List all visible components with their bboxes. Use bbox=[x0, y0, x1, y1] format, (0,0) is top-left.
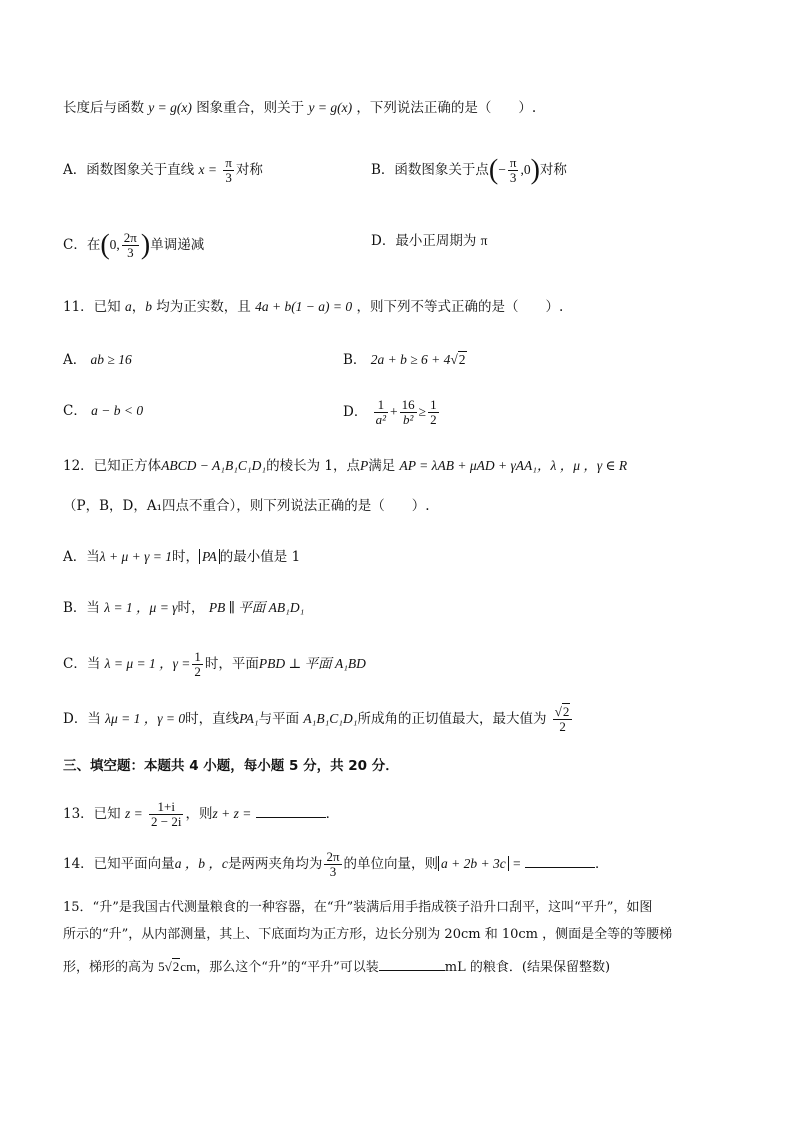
q11-option-b bbox=[343, 350, 467, 370]
q12-stem-line2 bbox=[63, 496, 430, 516]
fraction bbox=[192, 650, 203, 679]
answer-blank[interactable] bbox=[525, 853, 595, 868]
fraction bbox=[223, 156, 234, 185]
option-label: B． bbox=[371, 162, 395, 178]
question-end: mL 的粮食．(结果保留整数) bbox=[444, 960, 611, 975]
intro-text-3: ，下列说法正确的是（ ）. bbox=[356, 100, 537, 116]
option-label: D．当 bbox=[63, 711, 101, 727]
q13 bbox=[63, 800, 339, 829]
math-expr: 2a + b ≥ 6 + 4 bbox=[370, 352, 451, 367]
question-number: 11．已知 bbox=[63, 299, 121, 315]
fraction-denominator: 2 bbox=[559, 719, 566, 734]
fraction-denominator: 3 bbox=[127, 245, 134, 260]
option-text-2: 与平面 bbox=[258, 711, 300, 727]
math-expr: z = bbox=[124, 806, 143, 821]
unit: cm bbox=[180, 959, 197, 974]
sqrt-sign: √ bbox=[164, 959, 172, 974]
point-p: P bbox=[359, 458, 369, 473]
fraction-numerator: √2 bbox=[553, 705, 573, 720]
answer-blank[interactable] bbox=[379, 956, 445, 971]
question-number: 13．已知 bbox=[63, 806, 121, 822]
math-expr: ab ≥ 16 bbox=[90, 352, 132, 367]
line-name: PA₁ bbox=[239, 711, 259, 726]
fraction bbox=[428, 398, 439, 427]
fraction bbox=[400, 398, 417, 427]
fraction-numerator: 2π bbox=[326, 849, 340, 864]
fraction-denominator: 2 bbox=[430, 412, 437, 427]
math-relation: PBD ⊥ 平面 A₁BD bbox=[258, 656, 366, 671]
option-label: C．当 bbox=[63, 656, 101, 672]
option-label: A． bbox=[63, 352, 87, 368]
intro-eq-2: y = g(x) bbox=[308, 100, 353, 115]
var-b: b bbox=[145, 299, 152, 314]
option-tail: 所成角的正切值最大，最大值为 bbox=[357, 711, 547, 727]
question-text: 形，梯形的高为 bbox=[63, 960, 155, 975]
fraction-denominator: b² bbox=[402, 412, 414, 427]
paren-right: ) bbox=[530, 154, 540, 186]
fraction-numerator: 1+i bbox=[149, 800, 183, 815]
option-tail: 单调递减 bbox=[150, 237, 205, 253]
question-end: ． bbox=[325, 806, 340, 822]
q12-option-c bbox=[63, 650, 366, 679]
option-text: 函数图象关于直线 bbox=[86, 162, 195, 178]
geq-sign: ≥ bbox=[418, 404, 427, 419]
fraction-denominator: 3 bbox=[329, 864, 337, 879]
q14 bbox=[63, 850, 608, 879]
q12-option-a bbox=[63, 547, 300, 567]
sqrt-sign: √ bbox=[450, 352, 458, 367]
q10-option-d bbox=[371, 231, 487, 251]
math-relation: PB ∥ 平面 AB₁D₁ bbox=[208, 600, 305, 615]
stem-text: 的棱长为 1，点 bbox=[266, 458, 360, 474]
stem-text: 均为正实数，且 bbox=[156, 299, 251, 315]
fraction-numerator: 16 bbox=[401, 397, 415, 412]
q11-stem: 11．已知 a，b 均为正实数，且 4a + b(1 − a) = 0 ，则下列不等式正确的是（ ）. bbox=[63, 299, 564, 315]
fraction-denominator: 3 bbox=[225, 170, 232, 185]
fraction bbox=[374, 398, 388, 427]
sqrt-radicand: 2 bbox=[562, 704, 570, 719]
option-label: A．当 bbox=[63, 549, 100, 565]
question-text-2: 的单位向量，则 bbox=[343, 856, 439, 872]
minus-sign: − bbox=[498, 162, 506, 177]
q15-line2: 所示的“升”，从内部测量，其上、下底面均为正方形，边长分别为 20cm 和 10cm ，侧面是全等的等腰梯 bbox=[63, 927, 673, 942]
fraction-numerator: 1 bbox=[430, 397, 437, 412]
q10-option-c bbox=[63, 231, 204, 260]
q10-option-b bbox=[371, 156, 567, 185]
option-label: A． bbox=[63, 162, 87, 178]
math-eq: 4a + b(1 − a) = 0 bbox=[255, 299, 353, 314]
option-tail: 的最小值是 1 bbox=[219, 549, 301, 565]
option-label: B．当 bbox=[63, 600, 100, 616]
option-label: D． bbox=[371, 233, 396, 249]
fraction-numerator: 1 bbox=[194, 649, 201, 664]
q10-option-a bbox=[63, 156, 263, 185]
option-text: 函数图象关于点 bbox=[394, 162, 489, 178]
equals-sign: = bbox=[513, 856, 521, 871]
q12-option-b bbox=[63, 598, 304, 618]
math-cond: λ = 1 ，μ = γ bbox=[104, 600, 178, 615]
option-text: 时， bbox=[172, 549, 200, 565]
intro-line bbox=[63, 98, 536, 118]
fraction bbox=[508, 156, 519, 185]
sqrt-radicand: 2 bbox=[172, 959, 180, 974]
fraction bbox=[553, 705, 573, 734]
fraction-numerator: 1 bbox=[374, 398, 388, 413]
question-text-2: ，那么这个“升”的“平升”可以装 bbox=[196, 960, 379, 975]
option-text: 时，直线 bbox=[185, 711, 240, 727]
stem-text-line2: （P，B，D，A₁四点不重合），则下列说法正确的是（ ）. bbox=[63, 498, 430, 514]
option-label: C． bbox=[63, 237, 87, 253]
paren-left: ( bbox=[488, 154, 499, 186]
math-value: π bbox=[480, 233, 488, 248]
fraction-denominator: 2 bbox=[194, 664, 201, 679]
comma-zero: ,0 bbox=[520, 162, 531, 177]
option-text: 时， bbox=[177, 600, 205, 616]
question-number: 12．已知正方体 bbox=[63, 458, 162, 474]
question-number: 14．已知平面向量 bbox=[63, 856, 175, 872]
vector-names: a ，b ，c bbox=[174, 856, 228, 871]
q12-stem-line1 bbox=[63, 456, 627, 476]
math-value: 5 bbox=[158, 959, 165, 974]
fraction-denominator: 3 bbox=[509, 170, 517, 185]
fraction-denominator: 2 − 2i bbox=[151, 814, 182, 829]
intro-eq-1: y = g(x) bbox=[148, 100, 192, 115]
question-text: ，则 bbox=[185, 806, 213, 822]
fraction-denominator: a² bbox=[375, 412, 387, 427]
answer-blank[interactable] bbox=[256, 803, 326, 818]
plus-sign: + bbox=[390, 404, 398, 419]
zero-comma: 0, bbox=[109, 237, 120, 252]
paren-right: ) bbox=[140, 229, 151, 261]
stem-text-2: 满足 bbox=[368, 458, 396, 474]
intro-text-1: 长度后与函数 bbox=[63, 100, 144, 116]
cube-name: ABCD − A₁B₁C₁D₁ bbox=[161, 458, 267, 473]
q11-option-a bbox=[63, 350, 132, 370]
option-label: C． bbox=[63, 403, 87, 419]
option-tail: 对称 bbox=[235, 162, 263, 178]
q15-line3 bbox=[63, 956, 610, 978]
abs-vector-expr: a + 2b + 3c bbox=[438, 856, 509, 871]
math-cond: λ + μ + γ = 1 bbox=[99, 549, 173, 564]
math-expr: x = bbox=[198, 162, 218, 177]
math-expr-2: z + z = bbox=[212, 806, 252, 821]
fraction bbox=[122, 231, 139, 260]
fraction-numerator: π bbox=[225, 155, 232, 170]
abs-value: PA bbox=[199, 549, 220, 564]
option-label: B． bbox=[343, 352, 367, 368]
q11-option-d bbox=[343, 398, 441, 427]
stem-text-end: ，则下列不等式正确的是（ ）. bbox=[356, 299, 564, 315]
math-expr: a − b < 0 bbox=[91, 403, 144, 418]
math-cond: λ = μ = 1 ，γ = bbox=[104, 656, 191, 671]
question-text: 是两两夹角均为 bbox=[227, 856, 323, 872]
q11-option-c bbox=[63, 401, 143, 421]
fraction-numerator: 2π bbox=[123, 230, 137, 245]
question-end: ． bbox=[594, 856, 609, 872]
q12-option-d bbox=[63, 705, 574, 734]
option-tail: 对称 bbox=[539, 162, 567, 178]
fraction bbox=[149, 800, 183, 829]
intro-text-2: 图象重合，则关于 bbox=[196, 100, 305, 116]
option-text: 时，平面 bbox=[204, 656, 259, 672]
option-text: 最小正周期为 bbox=[395, 233, 477, 249]
plane-name: A₁B₁C₁D₁ bbox=[303, 711, 358, 726]
option-label: D． bbox=[343, 404, 368, 420]
stem-text-end: ，λ ，μ ，γ ∈ R bbox=[536, 458, 628, 473]
fraction bbox=[324, 850, 341, 879]
paren-left: ( bbox=[100, 229, 110, 261]
math-cond: λμ = 1 ，γ = 0 bbox=[105, 711, 186, 726]
vector-equation: AP = λAB + μAD + γAA₁ bbox=[399, 458, 537, 473]
option-text: 在 bbox=[86, 237, 101, 253]
section-title: 三、填空题：本题共 4 小题，每小题 5 分，共 20 分． bbox=[63, 758, 399, 774]
fraction-numerator: π bbox=[509, 155, 517, 170]
q15-line1: 15．“升”是我国古代测量粮食的一种容器，在“升”装满后用手指成筷子沿升口刮平，这叫“平升”，如图 bbox=[63, 900, 653, 915]
vars-ab: a bbox=[124, 299, 132, 314]
sqrt-radicand: 2 bbox=[458, 352, 466, 367]
